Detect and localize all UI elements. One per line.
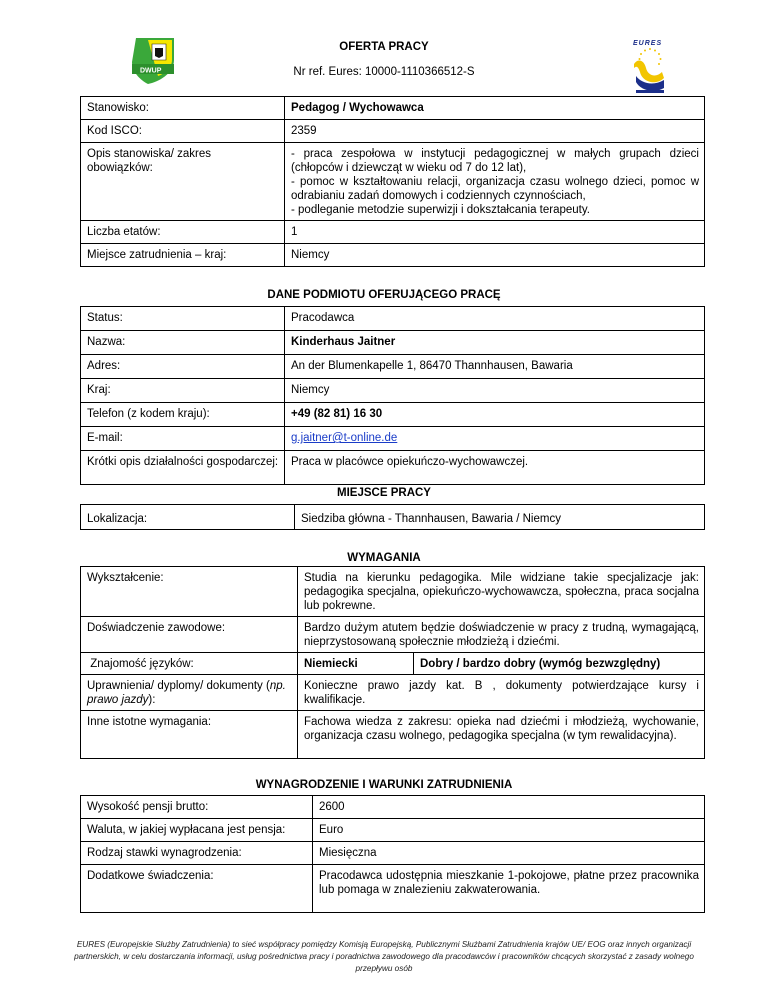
label-rate-type: Rodzaj stawki wynagrodzenia: [81, 842, 313, 865]
label-positions-count: Liczba etatów: [81, 221, 285, 244]
value-employer-country: Niemcy [285, 379, 705, 403]
table-row [81, 143, 705, 221]
footer-note [70, 939, 698, 975]
salary-section-title: WYNAGRODZENIE I WARUNKI ZATRUDNIENIA [255, 779, 513, 791]
svg-text:EURES: EURES [633, 40, 663, 47]
label-licenses: Uprawnienia/ dyplomy/ dokumenty (np. prawo jazdy): [81, 675, 298, 711]
label-education: Wykształcenie: [81, 567, 298, 617]
label-country: Miejsce zatrudnienia – kraj: [81, 244, 285, 267]
email-link[interactable]: g.jaitner@t-online.de [291, 432, 398, 444]
table-row [81, 120, 705, 143]
table-row [81, 244, 705, 267]
value-name: Kinderhaus Jaitner [285, 331, 705, 355]
value-address: An der Blumenkapelle 1, 86470 Thannhausen, Bawaria [285, 355, 705, 379]
table-row [81, 427, 705, 451]
value-description: - praca zespołowa w instytucji pedagogicznej w małych grupach dzieci (chłopców i dziewcząt w wieku od 7 do 12 lat), - pomoc w kształtowaniu relacji, organizacja czasu wolnego dzieci, pomoc w odrabianiu zadań domowych i codziennych czynnościach, - podleganie metodzie superwizji i dokształcania terapeuty. [285, 143, 705, 221]
table-row [81, 796, 705, 819]
table-row [81, 819, 705, 842]
table-row [81, 505, 705, 530]
label-employer-country: Kraj: [81, 379, 285, 403]
table-row [81, 97, 705, 120]
requirements-table [80, 566, 705, 759]
label-currency: Waluta, w jakiej wypłacana jest pensja: [81, 819, 313, 842]
table-row [81, 355, 705, 379]
value-isco: 2359 [285, 120, 705, 143]
value-email-cell [285, 427, 705, 451]
label-name: Nazwa: [81, 331, 285, 355]
table-row [81, 617, 705, 653]
footer-text: to sieć współpracy pomiędzy Komisją Europejską, Publicznymi Służbami Zatrudnienia krajów UE/ EOG oraz innych organizacji partnerskich, w celu dostarczania informacji, usług pośrednictwa pracy i poradnictwa zawodowego dla pracodawców i pracowników chcących skorzystać z zasady wolnego przepływu osób [74, 940, 694, 973]
value-location: Siedziba główna - Thannhausen, Bawaria / Niemcy [295, 505, 705, 530]
salary-table [80, 795, 705, 913]
document-title: OFERTA PRACY [339, 41, 429, 53]
offer-table [80, 96, 705, 267]
label-isco: Kod ISCO: [81, 120, 285, 143]
label-status: Status: [81, 307, 285, 331]
label-address: Adres: [81, 355, 285, 379]
table-row [81, 307, 705, 331]
table-row [81, 379, 705, 403]
value-experience: Bardzo dużym atutem będzie doświadczenie w pracy z trudną, wymagającą, nieprzystosowaną społecznie młodzieżą i dziećmi. [298, 617, 705, 653]
value-language-name: Niemiecki [298, 653, 414, 675]
value-phone: +49 (82 81) 16 30 [285, 403, 705, 427]
value-position: Pedagog / Wychowawca [285, 97, 705, 120]
employer-table [80, 306, 705, 485]
value-benefits: Pracodawca udostępnia mieszkanie 1-pokojowe, płatne przez pracownika lub pomaga w znalezieniu zakwaterowania. [313, 865, 705, 913]
label-gross-salary: Wysokość pensji brutto: [81, 796, 313, 819]
label-description: Opis stanowiska/ zakres obowiązków: [81, 143, 285, 221]
table-row [81, 675, 705, 711]
table-row [81, 451, 705, 485]
value-other-requirements: Fachowa wiedza z zakresu: opieka nad dziećmi i młodzieżą, wychowanie, organizacja czasu wolnego, pedagogika specjalna (w tym rewalidacyjna). [298, 711, 705, 759]
value-currency: Euro [313, 819, 705, 842]
value-education: Studia na kierunku pedagogika. Mile widziane takie specjalizacje jak: pedagogika specjalna, opiekuńczo-wychowawcza, społeczna, praca socjalna lub pokrewne. [298, 567, 705, 617]
value-language-level: Dobry / bardzo dobry (wymóg bezwzględny) [414, 653, 705, 675]
table-row [81, 653, 705, 675]
label-experience: Doświadczenie zawodowe: [81, 617, 298, 653]
workplace-table [80, 504, 705, 530]
label-business-description: Krótki opis działalności gospodarczej: [81, 451, 285, 485]
table-row [81, 865, 705, 913]
svg-text:DWUP: DWUP [140, 67, 162, 75]
table-row [81, 331, 705, 355]
value-licenses: Konieczne prawo jazdy kat. B , dokumenty potwierdzające kursy i kwalifikacje. [298, 675, 705, 711]
table-row [81, 403, 705, 427]
value-gross-salary: 2600 [313, 796, 705, 819]
workplace-section-title: MIEJSCE PRACY [337, 487, 431, 499]
label-location: Lokalizacja: [81, 505, 295, 530]
footer-lead: EURES (Europejskie Służby Zatrudnienia) [76, 940, 231, 949]
label-benefits: Dodatkowe świadczenia: [81, 865, 313, 913]
value-status: Pracodawca [285, 307, 705, 331]
requirements-section-title: WYMAGANIA [347, 552, 421, 564]
employer-section-title: DANE PODMIOTU OFERUJĄCEGO PRACĘ [267, 289, 501, 301]
label-languages: Znajomość języków: [81, 653, 298, 675]
table-row [81, 842, 705, 865]
value-country: Niemcy [285, 244, 705, 267]
label-email: E-mail: [81, 427, 285, 451]
label-phone: Telefon (z kodem kraju): [81, 403, 285, 427]
table-row [81, 221, 705, 244]
label-other-requirements: Inne istotne wymagania: [81, 711, 298, 759]
table-row [81, 711, 705, 759]
value-positions-count: 1 [285, 221, 705, 244]
table-row [81, 567, 705, 617]
reference-number: Nr ref. Eures: 10000-1110366512-S [293, 66, 475, 78]
label-position: Stanowisko: [81, 97, 285, 120]
value-business-description: Praca w placówce opiekuńczo-wychowawczej. [285, 451, 705, 485]
value-rate-type: Miesięczna [313, 842, 705, 865]
